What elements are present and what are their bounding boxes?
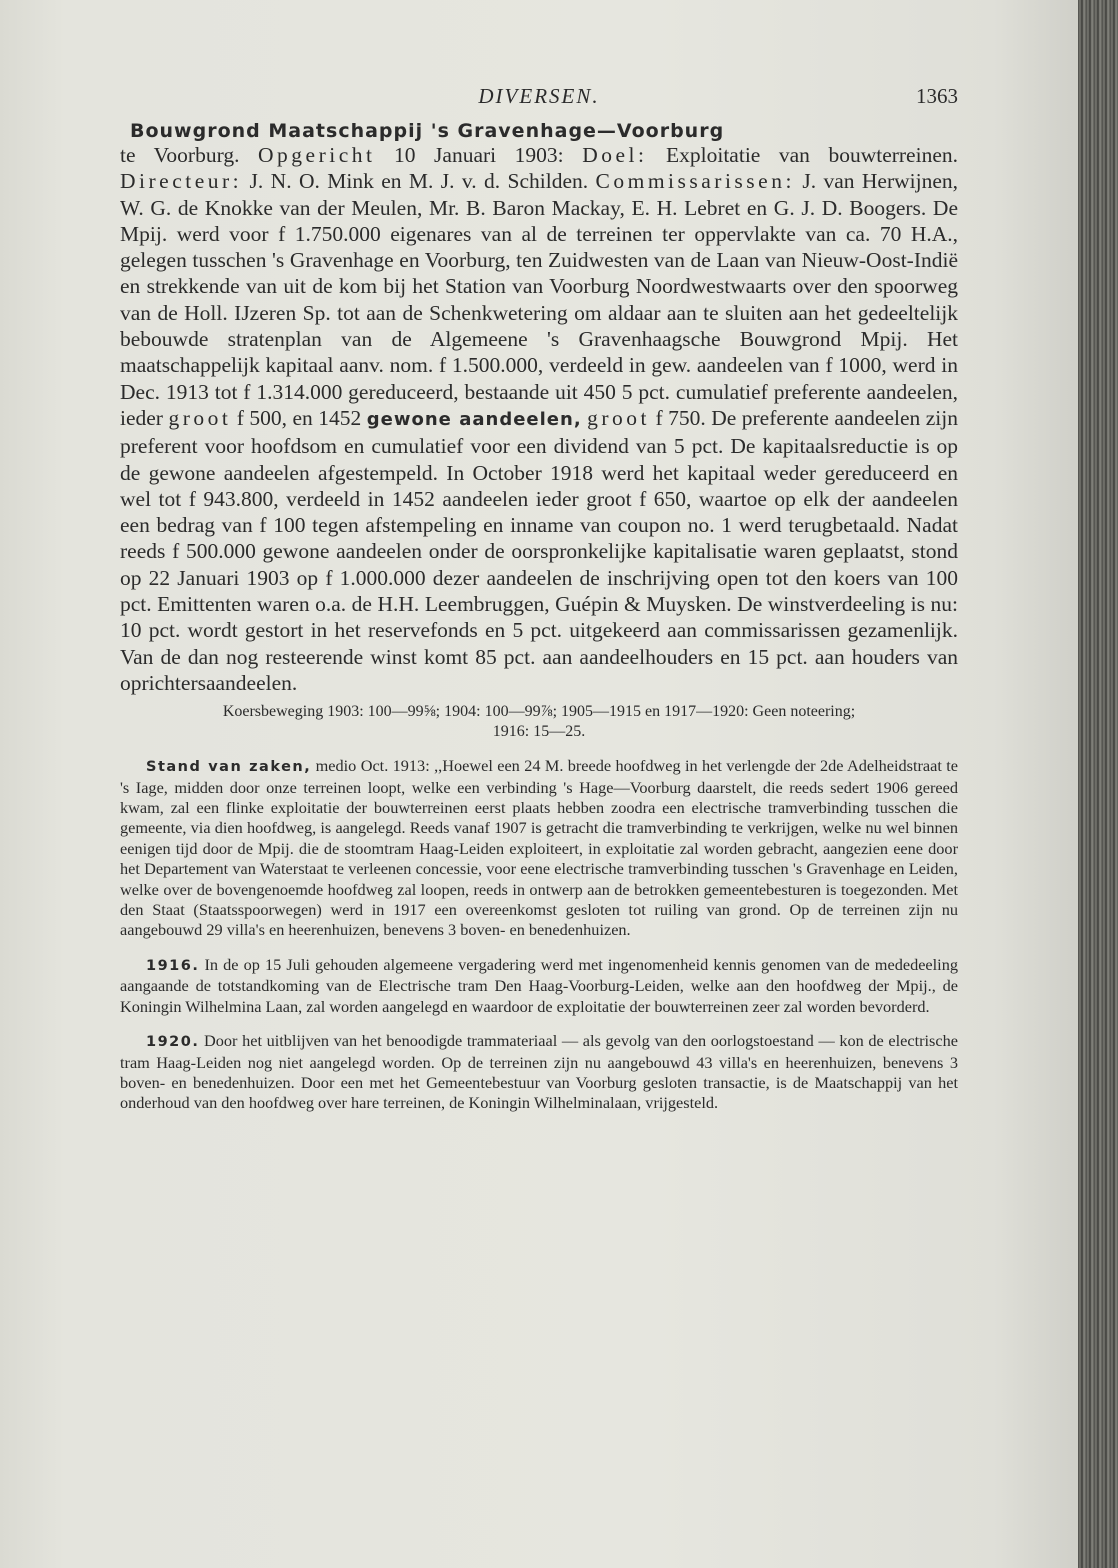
section-label: 1920. bbox=[146, 1034, 200, 1051]
text-run: te Voorburg. bbox=[120, 143, 259, 167]
groot-label: groot bbox=[168, 405, 232, 430]
directeur-label: Directeur: bbox=[120, 169, 243, 194]
koersbeweging-line: 1916: 15—25. bbox=[492, 723, 586, 741]
page-edge bbox=[1078, 0, 1118, 1568]
koersbeweging bbox=[120, 702, 958, 742]
page-content bbox=[120, 82, 958, 1114]
company-title: Bouwgrond Maatschappij 's Gravenhage—Voorburg bbox=[130, 120, 725, 142]
text-run: f 750. De preferente aandeelen zijn preferent voor hoofdsom en cumulatief voor een dividend van 5 pct. De kapitaalsreductie is op de gewone aandeelen afgestempeld. In October 1918 werd het kapitaal weder gereduceerd en wel tot f 943.800, verdeeld in 1452 aandeelen ieder groot f 650, waartoe op elk der aandeelen een bedrag van f 100 tegen afstempeling en inname van coupon no. 1 werd terugbetaald. Nadat reeds f 500.000 gewone aandeelen onder de oorspronkelijke kapitalisatie waren geplaatst, stond op 22 Januari 1903 op f 1.000.000 dezer aandeelen de inschrijving open tot den koers van 100 pct. Emittenten waren o.a. de H.H. Leembruggen, Guépin & Muysken. De winstverdeeling is nu: 10 pct. wordt gestort in het reservefonds en 5 pct. uitgekeerd aan commissarissen gezamenlijk. Van de dan nog resteerende winst komt 85 pct. aan aandeelhouders en 15 pct. aan houders van oprichtersaandeelen. bbox=[120, 405, 958, 695]
text-run: J. N. O. Mink en M. J. v. d. Schilden. bbox=[242, 169, 596, 194]
section-text: medio Oct. 1913: ,,Hoewel een 24 M. breede hoofdweg in het verlengde der 2de Adelheidstraat te 's Iage, midden door onze terreinen loopt, welke een verbinding 's Hage—Voorburg daarstelt, die reeds sedert 1906 gereed kwam, zal een flinke exploitatie der bouwterreinen eerst plaats hebben zoodra een electrische tramverbinding tusschen die gemeente, via dien hoofdweg, is aangelegd. Reeds vanaf 1907 is getracht die tramverbinding te verkrijgen, welke nu wel binnen eenigen tijd door de Mpij. die de stoomtram Haag-Leiden exploiteert, in exploitatie zal worden gebracht, aangezien eene door het Departement van Waterstaat te verleenen concessie, voor eene electrische tramverbinding tusschen 's Gravenhage en Leiden, welke over de bovengenoemde hoofdweg zal loopen, reeds in ontwerp aan de betrokken gemeentebesturen is toegezonden. Met den Staat (Staatsspoorwegen) werd in 1917 een overeenkomst gesloten tot ruiling van grond. Op de terreinen zijn nu aangebouwd 29 villa's en heerenhuizen, benevens 3 boven- en benedenhuizen. bbox=[120, 756, 958, 940]
section-1916 bbox=[120, 955, 958, 1017]
commissarissen-label: Commissarissen: bbox=[595, 169, 795, 194]
section-label: Stand van zaken, bbox=[146, 759, 312, 776]
section-stand-van-zaken bbox=[120, 756, 958, 941]
section-label: 1916. bbox=[146, 957, 200, 974]
running-title: DIVERSEN. bbox=[478, 84, 600, 108]
page-number: 1363 bbox=[916, 84, 958, 108]
text-run: Exploitatie van bouwterreinen. bbox=[647, 143, 958, 167]
text-run: 10 Januari 1903: bbox=[375, 143, 583, 167]
opgericht-label: Opgericht bbox=[258, 143, 376, 167]
section-1920 bbox=[120, 1031, 958, 1114]
running-head bbox=[120, 82, 958, 116]
text-run: f 500, en 1452 bbox=[231, 405, 367, 430]
koersbeweging-line: Koersbeweging 1903: 100—99⅝; 1904: 100—99⅞; 1905—1915 en 1917—1920: Geen noteering; bbox=[222, 703, 856, 721]
doel-label: Doel: bbox=[582, 143, 648, 167]
main-paragraph bbox=[120, 142, 958, 696]
text-run: J. van Herwijnen, W. G. de Knokke van der Meulen, Mr. B. Baron Mackay, E. H. Lebret en G. J. D. Boogers. De Mpij. werd voor f 1.750.000 eigenares van al de terreinen ter oppervlakte van ca. 70 H.A., gelegen tusschen 's Gravenhage en Voorburg, ten Zuidwesten van de Laan van Nieuw-Oost-Indië en strekkende van uit de kom bij het Station van Voorburg Noordwestwaarts over den spoorweg van de Holl. IJzeren Sp. tot aan de Schenkwetering om aldaar aan te sluiten aan het gedeeltelijk bebouwde stratenplan van de Algemeene 's Gravenhaagsche Bouwgrond Mpij. Het maatschappelijk kapitaal aanv. nom. f 1.500.000, verdeeld in gew. aandeelen van f 1000, werd in Dec. 1913 tot f 1.314.000 gereduceerd, bestaande uit 450 5 pct. cumulatief preferente aandeelen, ieder bbox=[120, 169, 958, 430]
section-text: In de op 15 Juli gehouden algemeene vergadering werd met ingenomenheid kennis genomen van de mededeeling aangaande de totstandkoming van de Electrische tram Den Haag-Voorburg-Leiden, welke aan den hoofdweg der Mpij., de Koningin Wilhelmina Laan, zal worden aangelegd en waardoor de exploitatie der bouwterreinen zeer zal worden bevorderd. bbox=[120, 954, 958, 1016]
groot-label: groot bbox=[587, 405, 651, 430]
gewone-aandeelen-label: gewone aandeelen, bbox=[366, 408, 582, 430]
section-text: Door het uitblijven van het benoodigde trammateriaal — als gevolg van den oorlogstoestand — kon de electrische tram Haag-Leiden nog niet aangelegd worden. Op de terreinen zijn nu aangebouwd 43 villa's en heerenhuizen, benevens 3 boven- en benedenhuizen. Door een met het Gemeentebestuur van Voorburg gesloten transactie, is de Maatschappij van het onderhoud van den hoofdweg over hare terreinen, de Koningin Wilhelminalaan, vrijgesteld. bbox=[120, 1031, 958, 1113]
